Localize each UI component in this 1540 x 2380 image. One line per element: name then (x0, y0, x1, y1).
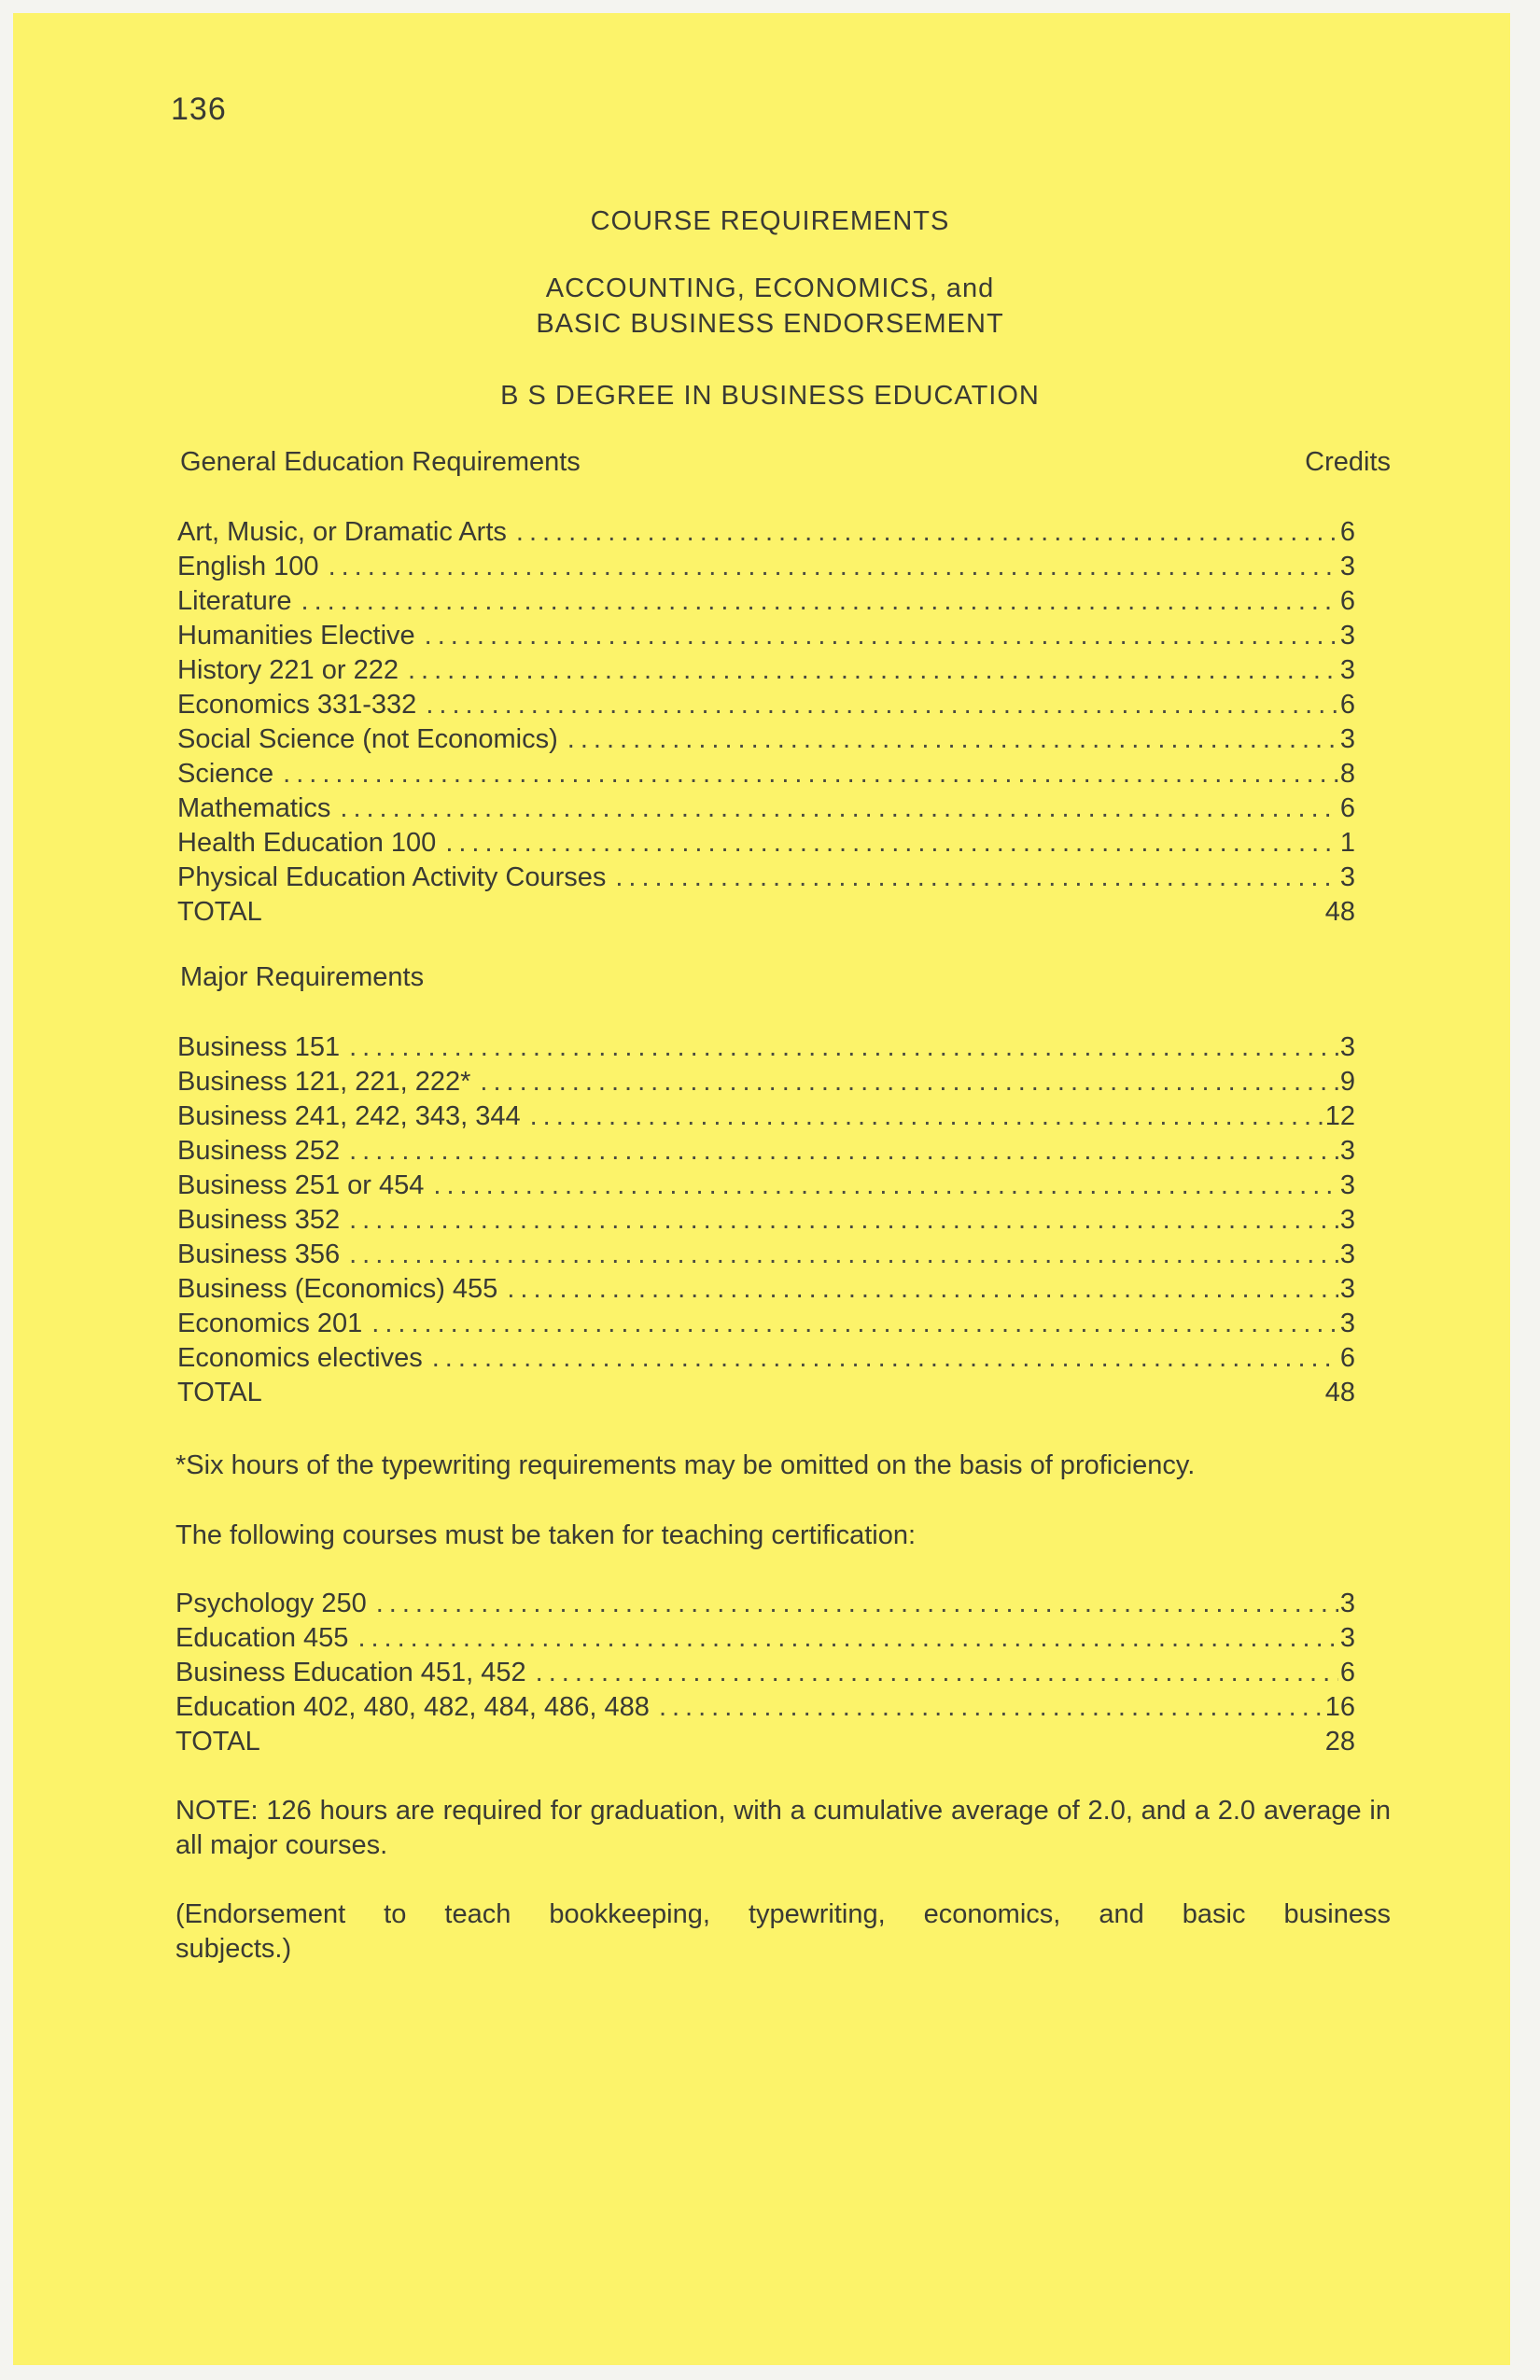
course-name: Economics 331-332 (177, 690, 417, 720)
course-row (175, 1690, 1355, 1725)
course-credits: 3 (1339, 1623, 1355, 1653)
dot-leader (340, 791, 1337, 826)
course-name: Business 352 (177, 1205, 341, 1235)
course-row (177, 791, 1355, 826)
course-credits: 6 (1339, 1658, 1355, 1687)
course-row (175, 1621, 1355, 1656)
dot-leader (445, 826, 1338, 861)
dot-leader (357, 1621, 1337, 1656)
total-label: TOTAL (175, 1727, 260, 1757)
course-credits: 3 (1339, 552, 1355, 581)
course-row (177, 1169, 1355, 1203)
course-credits: 3 (1339, 1239, 1355, 1269)
course-name: Physical Education Activity Courses (177, 862, 607, 892)
course-name: Business Education 451, 452 (175, 1658, 526, 1687)
course-credits: 3 (1339, 1032, 1355, 1062)
course-row (177, 722, 1355, 757)
course-name: Economics electives (177, 1343, 423, 1373)
course-name: History 221 or 222 (177, 655, 399, 685)
total-label: TOTAL (177, 1378, 262, 1407)
dot-leader (408, 653, 1338, 688)
course-name: Science (177, 759, 274, 789)
dot-leader (516, 515, 1338, 550)
course-row (177, 1030, 1355, 1065)
major-requirements-list (177, 1030, 1355, 1410)
certification-list (175, 1587, 1355, 1759)
course-credits: 6 (1339, 793, 1355, 823)
dot-leader (376, 1587, 1338, 1621)
course-row (177, 584, 1355, 619)
course-row (177, 1065, 1355, 1099)
course-row (175, 1656, 1355, 1690)
course-name: Psychology 250 (175, 1589, 367, 1618)
course-name: Humanities Elective (177, 621, 415, 651)
general-education-header (180, 447, 1391, 478)
total-row (175, 1725, 1355, 1759)
course-row (177, 550, 1355, 584)
course-row (177, 688, 1355, 722)
course-name: Business 241, 242, 343, 344 (177, 1101, 521, 1131)
course-name: English 100 (177, 552, 319, 581)
course-name: Economics 201 (177, 1309, 363, 1338)
course-row (177, 653, 1355, 688)
course-row (177, 619, 1355, 653)
course-credits: 3 (1339, 862, 1355, 892)
total-value: 48 (1324, 897, 1355, 927)
course-credits: 3 (1339, 1170, 1355, 1200)
major-requirements-heading: Major Requirements (180, 962, 425, 992)
dot-leader (349, 1238, 1338, 1272)
course-name: Literature (177, 586, 292, 616)
endorsement-title-line2: BASIC BUSINESS ENDORSEMENT (536, 309, 1004, 339)
course-row (175, 1587, 1355, 1621)
total-row (177, 895, 1355, 930)
dot-leader (349, 1134, 1338, 1169)
course-credits: 6 (1339, 1343, 1355, 1373)
general-education-heading: General Education Requirements (180, 447, 581, 477)
course-credits: 6 (1339, 690, 1355, 720)
certification-intro: The following courses must be taken for teaching certification: (175, 1520, 917, 1550)
course-credits: 3 (1339, 1136, 1355, 1166)
dot-leader (530, 1099, 1323, 1134)
dot-leader (349, 1030, 1338, 1065)
dot-leader (329, 550, 1338, 584)
course-row (177, 1238, 1355, 1272)
dot-leader (507, 1272, 1338, 1307)
endorsement-note-line2: subjects.) (175, 1934, 292, 1964)
dot-leader (615, 861, 1337, 895)
course-credits: 12 (1324, 1101, 1355, 1131)
course-name: Business 151 (177, 1032, 341, 1062)
course-credits: 9 (1339, 1067, 1355, 1097)
dot-leader (659, 1690, 1323, 1725)
course-credits: 16 (1324, 1692, 1355, 1722)
course-name: Business 356 (177, 1239, 341, 1269)
course-row (177, 1341, 1355, 1376)
total-value: 28 (1324, 1727, 1355, 1757)
dot-leader (349, 1203, 1338, 1238)
page-title: COURSE REQUIREMENTS (590, 206, 950, 236)
course-row (177, 826, 1355, 861)
dot-leader (433, 1169, 1337, 1203)
dot-leader (426, 688, 1338, 722)
course-row (177, 861, 1355, 895)
endorsement-note (175, 1897, 1391, 1967)
course-credits: 8 (1339, 759, 1355, 789)
course-name: Education 455 (175, 1623, 349, 1653)
dot-leader (371, 1307, 1338, 1341)
course-credits: 3 (1339, 621, 1355, 651)
dot-leader (425, 619, 1338, 653)
credits-column-label: Credits (1305, 447, 1391, 477)
total-row (177, 1376, 1355, 1410)
course-name: Social Science (not Economics) (177, 724, 558, 754)
course-credits: 3 (1339, 1309, 1355, 1338)
dot-leader (432, 1341, 1338, 1376)
course-row (177, 1272, 1355, 1307)
course-credits: 3 (1339, 655, 1355, 685)
course-name: Business (Economics) 455 (177, 1274, 498, 1304)
dot-leader (301, 584, 1338, 619)
dot-leader (567, 722, 1338, 757)
endorsement-title (0, 271, 1540, 342)
page-number: 136 (171, 91, 227, 127)
course-credits: 3 (1339, 1589, 1355, 1618)
dot-leader (480, 1065, 1337, 1099)
course-name: Health Education 100 (177, 828, 437, 858)
total-label: TOTAL (177, 897, 262, 927)
course-row (177, 515, 1355, 550)
endorsement-title-line1: ACCOUNTING, ECONOMICS, and (545, 273, 995, 303)
course-credits: 1 (1339, 828, 1355, 858)
typewriting-footnote: *Six hours of the typewriting requirements may be omitted on the basis of proficiency. (175, 1450, 1196, 1480)
course-row (177, 757, 1355, 791)
course-credits: 6 (1339, 517, 1355, 547)
course-credits: 3 (1339, 1205, 1355, 1235)
course-name: Mathematics (177, 793, 331, 823)
course-credits: 3 (1339, 1274, 1355, 1304)
course-name: Education 402, 480, 482, 484, 486, 488 (175, 1692, 650, 1722)
degree-title: B S DEGREE IN BUSINESS EDUCATION (500, 381, 1040, 411)
course-row (177, 1203, 1355, 1238)
course-row (177, 1307, 1355, 1341)
course-name: Business 121, 221, 222* (177, 1067, 471, 1097)
course-credits: 6 (1339, 586, 1355, 616)
course-name: Business 252 (177, 1136, 341, 1166)
course-name: Business 251 or 454 (177, 1170, 425, 1200)
dot-leader (536, 1656, 1338, 1690)
endorsement-note-line1: (Endorsement to teach bookkeeping, typewriting, economics, and basic business (175, 1899, 1391, 1929)
course-row (177, 1099, 1355, 1134)
course-name: Art, Music, or Dramatic Arts (177, 517, 507, 547)
general-education-list (177, 515, 1355, 930)
total-value: 48 (1324, 1378, 1355, 1407)
dot-leader (283, 757, 1338, 791)
course-row (177, 1134, 1355, 1169)
course-credits: 3 (1339, 724, 1355, 754)
graduation-note: NOTE: 126 hours are required for graduation, with a cumulative average of 2.0, and a 2.0 average in all major courses. (175, 1796, 1391, 1860)
